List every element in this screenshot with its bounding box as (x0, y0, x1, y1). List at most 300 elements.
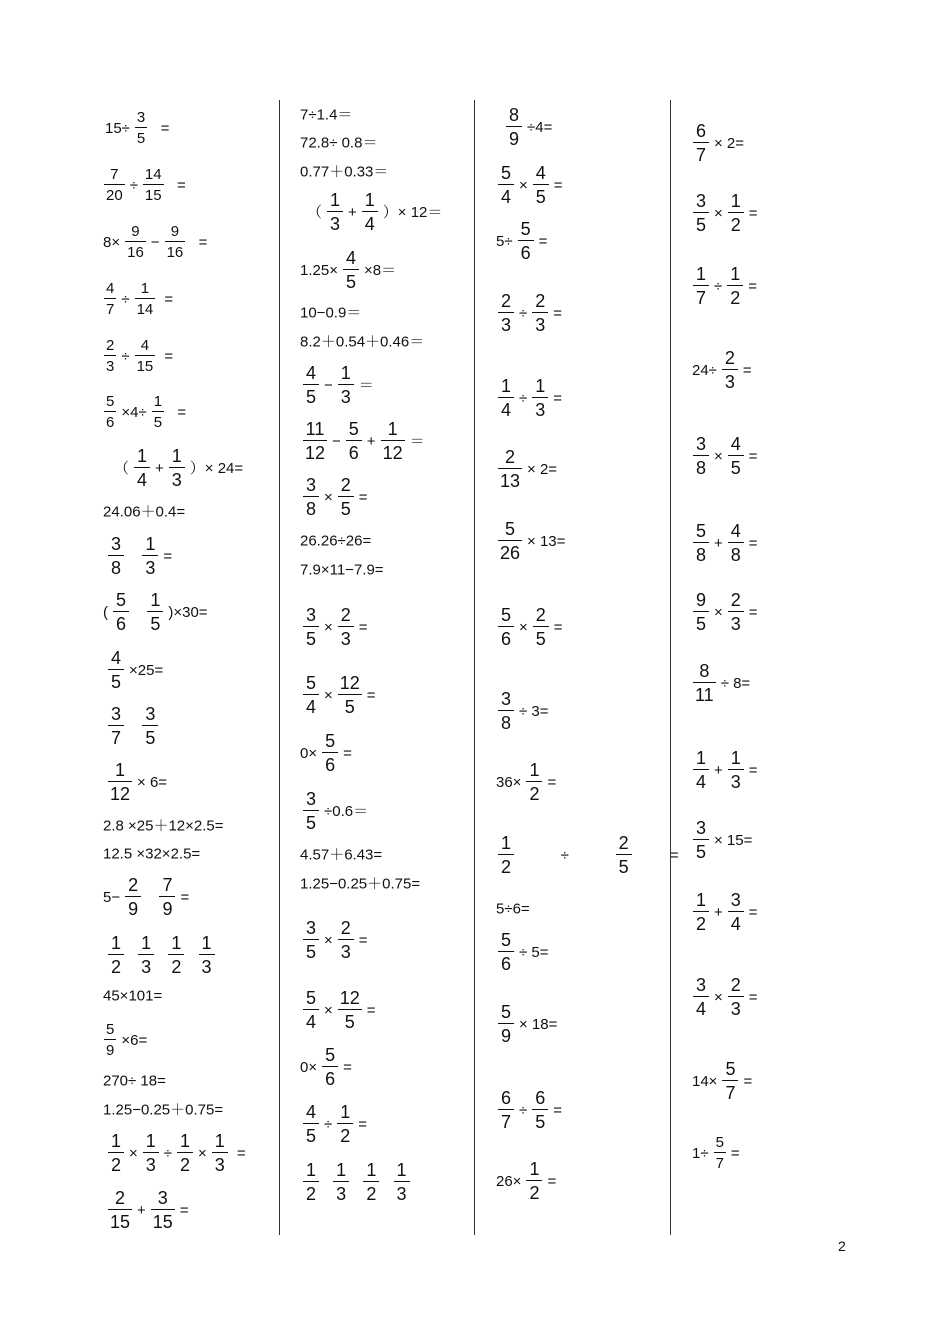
expression-text: × (324, 686, 333, 704)
fraction (108, 1132, 124, 1174)
fraction (169, 447, 185, 489)
exercise-item (112, 447, 245, 489)
expression-text: × (714, 603, 723, 621)
fraction-numerator: 3 (695, 191, 706, 211)
fraction-denominator: 3 (214, 1155, 225, 1175)
fraction-denominator: 7 (695, 288, 706, 308)
fraction-numerator: 1 (529, 1159, 540, 1179)
fraction-numerator: 5 (500, 605, 511, 625)
fraction-numerator: 4 (140, 337, 150, 354)
fraction (303, 989, 319, 1031)
fraction-denominator: 5 (535, 629, 546, 649)
exercise-item (300, 1161, 413, 1203)
expression-text: = (748, 903, 758, 921)
fraction-numerator: 8 (508, 105, 519, 125)
fraction-numerator: 3 (157, 1188, 168, 1208)
exercise-item (298, 136, 379, 151)
expression-text: = (748, 277, 757, 295)
fraction-denominator: 2 (529, 1183, 540, 1203)
expression-text: 0.77＋0.33＝ (300, 163, 389, 181)
exercise-item (298, 563, 386, 578)
fraction-numerator: 5 (325, 1045, 336, 1065)
exercise-item (494, 761, 558, 803)
fraction (532, 292, 548, 334)
exercise-item (495, 377, 564, 419)
exercise-item (300, 476, 370, 518)
fraction-numerator: 1 (500, 833, 511, 853)
exercise-item (690, 122, 746, 164)
fraction-numerator: 1 (730, 191, 741, 211)
fraction-numerator: 8 (699, 661, 710, 681)
fraction-numerator: 5 (106, 393, 115, 410)
fraction (498, 520, 522, 562)
fraction-numerator: 2 (535, 605, 546, 625)
fraction-denominator: 6 (325, 1069, 336, 1089)
fraction (728, 976, 744, 1018)
exercise-item (105, 1189, 191, 1231)
fraction-denominator: 5 (305, 387, 316, 407)
fraction-numerator: 2 (106, 337, 115, 354)
fraction-numerator: 1 (171, 933, 182, 953)
fraction-numerator: 3 (695, 434, 706, 454)
expression-text: 26× (496, 1172, 522, 1190)
fraction-denominator: 5 (618, 857, 629, 877)
expression-text (384, 1175, 388, 1190)
expression-text: 0× (300, 744, 318, 762)
exercise-item (101, 338, 175, 374)
column-divider-1 (279, 100, 280, 1235)
expression-text: = (547, 1172, 557, 1190)
fraction-denominator: 5 (695, 215, 706, 235)
fraction (693, 591, 709, 633)
fraction (338, 919, 354, 961)
fraction-numerator: 5 (115, 590, 126, 610)
exercise-item (690, 265, 759, 307)
fraction-denominator: 5 (110, 672, 121, 692)
fraction-denominator: 4 (305, 697, 316, 717)
fraction-numerator: 3 (695, 975, 706, 995)
fraction-denominator: 8 (305, 499, 316, 519)
fraction (322, 1046, 338, 1088)
expression-text: ）× 24= (189, 459, 244, 477)
fraction (142, 705, 158, 747)
fraction-numerator: 2 (115, 1188, 126, 1208)
expression-text: 5÷6= (496, 900, 530, 918)
fraction-numerator: 2 (500, 291, 511, 311)
expression-text: = (180, 888, 190, 906)
fraction-numerator: 2 (730, 590, 741, 610)
fraction-denominator: 5 (305, 629, 316, 649)
expression-text: 36× (496, 773, 522, 791)
fraction-numerator: 1 (340, 1102, 351, 1122)
fraction-numerator: 2 (128, 875, 139, 895)
fraction (152, 394, 164, 430)
fraction-numerator: 5 (305, 673, 316, 693)
expression-text: = (366, 686, 376, 704)
fraction (693, 819, 709, 861)
fraction (343, 249, 359, 291)
fraction-numerator: 6 (535, 1088, 546, 1108)
fraction-denominator: 4 (730, 914, 741, 934)
expression-text: 5÷ (496, 232, 513, 250)
fraction-numerator: 1 (201, 933, 212, 953)
expression-text: + (714, 534, 723, 552)
fraction (199, 934, 215, 976)
exercise-item (494, 902, 532, 917)
fraction-denominator: 20 (106, 187, 123, 204)
fraction-numerator: 1 (141, 933, 152, 953)
fraction-numerator: 4 (730, 521, 741, 541)
expression-text: = (343, 744, 352, 762)
expression-text (159, 948, 163, 963)
fraction-denominator: 12 (382, 443, 403, 463)
fraction (177, 1132, 193, 1174)
expression-text: ÷ (519, 846, 611, 864)
fraction-denominator: 2 (305, 1184, 316, 1204)
fraction-denominator: 4 (695, 772, 706, 792)
fraction-numerator: 4 (305, 363, 316, 383)
expression-text: = (358, 1115, 367, 1133)
exercise-item (300, 919, 370, 961)
exercise-item (300, 790, 370, 832)
exercise-item (101, 394, 188, 430)
fraction (498, 448, 522, 490)
fraction-numerator: 6 (500, 1088, 511, 1108)
fraction (322, 732, 338, 774)
fraction-numerator: 2 (618, 833, 629, 853)
fraction-denominator: 4 (500, 187, 511, 207)
expression-text: = (168, 176, 186, 194)
expression-text: × 2= (527, 460, 558, 478)
expression-text: ÷ (519, 304, 528, 322)
fraction-denominator: 9 (500, 1026, 511, 1046)
expression-text: + (366, 432, 376, 450)
exercise-item (690, 435, 760, 477)
fraction-numerator: 4 (305, 1102, 316, 1122)
expression-text: = (160, 290, 174, 308)
expression-text: + (348, 203, 357, 221)
exercise-item (101, 281, 175, 317)
expression-text: 2.8 ×25＋12×2.5= (103, 817, 224, 835)
fraction-denominator: 4 (695, 999, 706, 1019)
fraction (338, 989, 362, 1031)
fraction-denominator: 3 (145, 1155, 156, 1175)
fraction-numerator: 3 (305, 918, 316, 938)
exercise-item (300, 674, 378, 716)
expression-text: ÷ 8= (720, 674, 751, 692)
expression-text: ÷0.6＝ (324, 802, 369, 820)
fraction-denominator: 5 (150, 614, 161, 634)
expression-text: 0× (300, 1058, 318, 1076)
fraction (693, 522, 709, 564)
fraction-numerator: 2 (340, 475, 351, 495)
fraction-numerator: 5 (715, 1134, 724, 1151)
expression-text: × 13= (527, 532, 566, 550)
expression-text: × 18= (519, 1015, 558, 1033)
fraction (693, 265, 709, 307)
expression-text: )×30= (168, 603, 208, 621)
expression-text: × 6= (137, 773, 168, 791)
fraction-numerator: 5 (725, 1059, 736, 1079)
fraction-denominator: 3 (340, 942, 351, 962)
fraction-denominator: 8 (695, 545, 706, 565)
expression-text: 24÷ (692, 361, 717, 379)
exercise-item (495, 448, 559, 490)
exercise-item (690, 192, 760, 234)
exercise-item (300, 989, 378, 1031)
fraction-denominator: 9 (508, 129, 519, 149)
fraction-denominator: 6 (106, 414, 115, 431)
expression-text: = (553, 1101, 562, 1119)
exercise-item (101, 505, 187, 520)
expression-text: 15÷ (105, 119, 130, 137)
fraction-denominator: 2 (366, 1184, 377, 1204)
fraction (722, 1060, 738, 1102)
expression-text: 1÷ (692, 1144, 709, 1162)
fraction-numerator: 1 (340, 363, 351, 383)
fraction (333, 1161, 349, 1203)
exercise-item (298, 306, 363, 321)
fraction-numerator: 3 (110, 704, 121, 724)
expression-text: ÷ (121, 290, 130, 308)
fraction-denominator: 5 (344, 1012, 355, 1032)
expression-text: − (150, 233, 160, 251)
fraction-numerator: 3 (110, 534, 121, 554)
fraction-denominator: 3 (535, 315, 546, 335)
fraction-numerator: 1 (305, 1160, 316, 1180)
exercise-item (298, 108, 354, 123)
exercise-item (495, 520, 567, 562)
fraction (125, 876, 141, 918)
fraction-denominator: 5 (305, 1126, 316, 1146)
fraction (113, 591, 129, 633)
fraction (108, 535, 124, 577)
expression-text: + (137, 1201, 146, 1219)
fraction (337, 1103, 353, 1145)
fraction-denominator: 6 (325, 755, 336, 775)
fraction-denominator: 15 (144, 187, 162, 204)
fraction-denominator: 3 (340, 387, 351, 407)
expression-text: = (160, 347, 174, 365)
expression-text: 7÷1.4＝ (300, 106, 353, 124)
fraction (108, 761, 132, 803)
fraction-denominator: 4 (305, 1012, 316, 1032)
fraction-numerator: 12 (339, 988, 360, 1008)
fraction (498, 1003, 514, 1045)
fraction-numerator: 1 (150, 590, 161, 610)
fraction-numerator: 2 (535, 291, 546, 311)
exercise-item (690, 891, 760, 933)
exercise-item (690, 349, 754, 391)
fraction-denominator: 6 (520, 243, 531, 263)
fraction-denominator: 6 (500, 629, 511, 649)
exercise-item (690, 1060, 754, 1102)
expression-text: ( (103, 603, 108, 621)
fraction (381, 420, 405, 462)
fraction-denominator: 3 (141, 957, 152, 977)
fraction (616, 834, 632, 876)
fraction (533, 606, 549, 648)
fraction-denominator: 3 (730, 614, 741, 634)
expression-text: ÷ (714, 277, 723, 295)
expression-text: = (748, 761, 758, 779)
fraction-numerator: 5 (325, 731, 336, 751)
expression-text: = (169, 403, 187, 421)
exercise-item (300, 1103, 369, 1145)
fraction-denominator: 3 (336, 1184, 347, 1204)
fraction-denominator: 5 (730, 458, 741, 478)
exercise-item (105, 649, 165, 691)
expression-text: = (730, 1144, 740, 1162)
fraction-denominator: 8 (110, 558, 121, 578)
fraction-denominator: 2 (340, 1126, 351, 1146)
expression-text: = (163, 547, 173, 565)
fraction-numerator: 1 (214, 1131, 225, 1151)
expression-text: = (152, 119, 170, 137)
expression-text: ÷ (121, 347, 130, 365)
fraction (104, 394, 116, 430)
fraction-denominator: 3 (106, 358, 115, 375)
fraction-denominator: 9 (106, 1042, 115, 1059)
fraction-numerator: 3 (305, 475, 316, 495)
fraction-numerator: 2 (505, 447, 516, 467)
exercise-item (495, 164, 565, 206)
expression-text: × (714, 988, 723, 1006)
fraction (526, 1160, 542, 1202)
column-divider-3 (670, 100, 671, 1235)
fraction (498, 377, 514, 419)
fraction-denominator: 3 (535, 400, 546, 420)
fraction-denominator: 3 (730, 772, 741, 792)
expression-text: ÷ (129, 176, 138, 194)
exercise-item (690, 819, 754, 861)
fraction-denominator: 7 (500, 1112, 511, 1132)
expression-text: = (748, 204, 758, 222)
expression-text: = (748, 988, 758, 1006)
fraction-numerator: 1 (695, 748, 706, 768)
exercise-item (298, 877, 422, 892)
exercise-item (105, 1132, 248, 1174)
fraction-denominator: 2 (500, 857, 511, 877)
exercise-item (300, 606, 370, 648)
exercise-item (298, 732, 354, 774)
expression-text: × (198, 1144, 207, 1162)
expression-text: 1.25−0.25＋0.75= (300, 875, 421, 893)
expression-text: 12.5 ×32×2.5= (103, 845, 201, 863)
expression-text: ＝ (409, 432, 425, 450)
expression-text: = (343, 1058, 352, 1076)
fraction-denominator: 9 (162, 899, 173, 919)
fraction (728, 749, 744, 791)
expression-text (129, 719, 137, 734)
fraction-numerator: 1 (364, 190, 375, 210)
fraction-numerator: 1 (336, 1160, 347, 1180)
fraction-numerator: 9 (170, 223, 180, 240)
fraction-denominator: 4 (364, 214, 375, 234)
expression-text (129, 948, 133, 963)
expression-text: = (358, 488, 368, 506)
fraction-numerator: 5 (500, 1002, 511, 1022)
expression-text: ÷ 5= (519, 943, 549, 961)
expression-text: ）× 12＝ (382, 203, 443, 221)
fraction-numerator: 1 (695, 890, 706, 910)
fraction-numerator: 3 (500, 689, 511, 709)
exercise-item (495, 1089, 564, 1131)
fraction (693, 662, 716, 704)
expression-text: + (155, 459, 164, 477)
fraction-denominator: 5 (145, 728, 156, 748)
expression-text: ÷ 3= (519, 702, 549, 720)
fraction-numerator: 4 (106, 280, 115, 297)
expression-text (354, 1175, 358, 1190)
expression-text: ×25= (129, 661, 164, 679)
exercise-item (298, 534, 373, 549)
fraction (104, 167, 125, 203)
fraction (728, 435, 744, 477)
fraction (498, 292, 514, 334)
fraction-denominator: 6 (500, 954, 511, 974)
expression-text: = (538, 232, 548, 250)
fraction-denominator: 4 (137, 470, 148, 490)
expression-text: × (324, 488, 333, 506)
fraction (506, 106, 522, 148)
fraction-numerator: 11 (305, 419, 325, 439)
fraction-denominator: 5 (153, 414, 163, 431)
fraction (212, 1132, 228, 1174)
expression-text: ＝ (358, 376, 374, 394)
fraction (338, 476, 354, 518)
exercise-item (690, 522, 760, 564)
fraction-denominator: 4 (500, 400, 511, 420)
fraction (159, 876, 175, 918)
fraction-numerator: 1 (110, 1131, 121, 1151)
fraction (728, 891, 744, 933)
fraction-numerator: 3 (305, 605, 316, 625)
fraction-numerator: 9 (695, 590, 706, 610)
fraction (728, 522, 744, 564)
exercise-item (101, 167, 188, 203)
fraction-numerator: 3 (136, 109, 146, 126)
fraction-numerator: 1 (366, 1160, 377, 1180)
expression-text: 7.9×11−7.9= (300, 561, 384, 579)
exercise-item (690, 1135, 742, 1171)
fraction-numerator: 5 (500, 930, 511, 950)
expression-text: ×8＝ (363, 261, 397, 279)
fraction (303, 476, 319, 518)
fraction-denominator: 6 (348, 443, 359, 463)
fraction-numerator: 5 (305, 988, 316, 1008)
fraction-denominator: 3 (145, 558, 156, 578)
fraction (138, 934, 154, 976)
fraction-numerator: 1 (171, 446, 182, 466)
exercise-item (298, 335, 426, 350)
expression-text: = (742, 361, 752, 379)
exercise-item (495, 606, 565, 648)
fraction (104, 338, 116, 374)
expression-text: 1.25× (300, 261, 338, 279)
exercise-item (495, 1003, 559, 1045)
expression-text: （ (114, 459, 130, 477)
fraction (303, 420, 327, 462)
expression-text: × (714, 447, 723, 465)
exercise-item (105, 535, 174, 577)
fraction (394, 1161, 410, 1203)
fraction-denominator: 2 (110, 1155, 121, 1175)
fraction-denominator: 5 (340, 499, 351, 519)
fraction (303, 919, 319, 961)
fraction-numerator: 5 (500, 163, 511, 183)
fraction-denominator: 3 (201, 957, 212, 977)
